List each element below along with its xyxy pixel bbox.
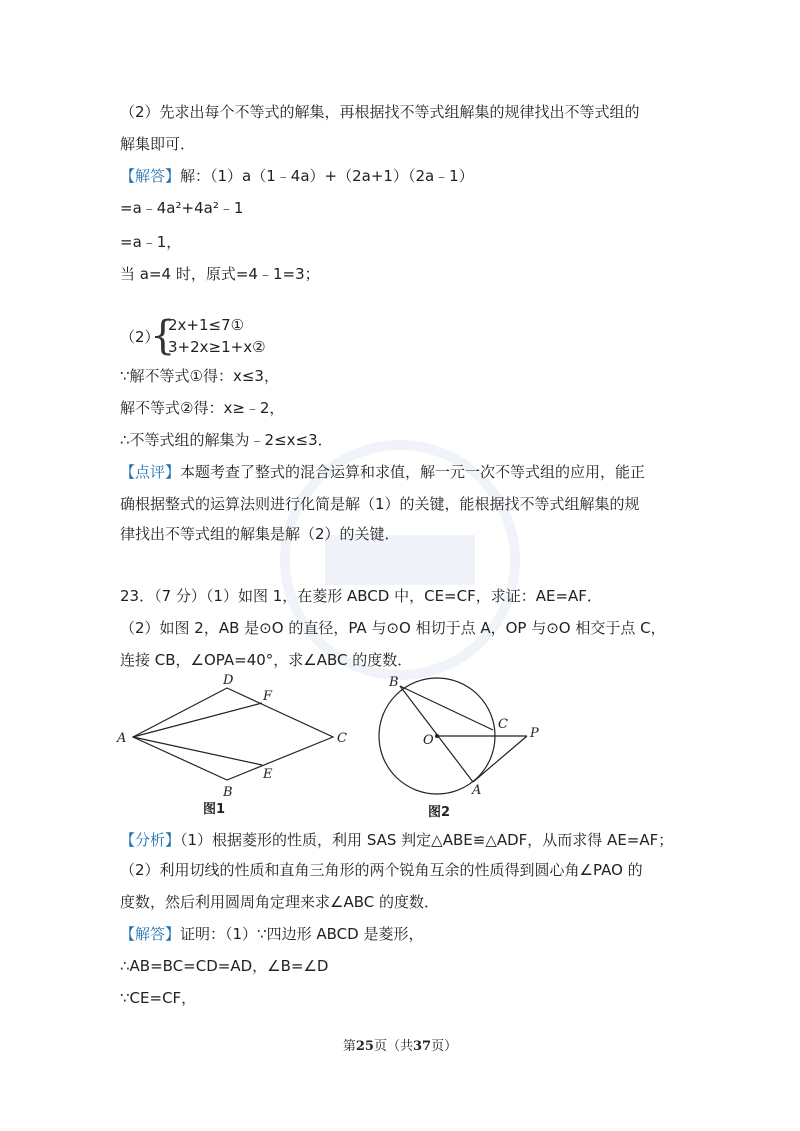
text-line: （2）利用切线的性质和直角三角形的两个锐角互余的性质得到圆心角∠PAO 的 (120, 861, 643, 879)
label-A: A (117, 731, 127, 746)
page-footer (0, 1035, 800, 1054)
text-line: ∴不等式组的解集为﹣2≤x≤3． (120, 431, 333, 449)
figure-rhombus (115, 670, 350, 815)
total-pages: 37 (413, 1039, 432, 1054)
text-line: 解不等式②得：x≥﹣2， (120, 399, 285, 417)
text-line: 连接 CB，∠OPA=40°，求∠ABC 的度数． (120, 651, 413, 669)
answer-line (120, 924, 423, 944)
analysis-line (120, 830, 673, 850)
label-E: E (263, 767, 273, 782)
label-B: B (223, 785, 233, 800)
text-line: （2）先求出每个不等式的解集，再根据找不等式组解集的规律找出不等式组的 (120, 103, 640, 121)
text-line: （1）根据菱形的性质，利用 SAS 判定△ABE≌△ADF，从而求得 AE=AF； (180, 831, 674, 849)
label-C: C (337, 731, 347, 746)
label-B: B (389, 675, 399, 690)
answer-tag: 【解答】 (120, 925, 181, 943)
comment-line (120, 462, 645, 482)
text-line: 证明：（1）∵四边形 ABCD 是菱形， (180, 925, 424, 943)
answer-line (120, 166, 474, 186)
label-A: A (472, 783, 482, 798)
answer-tag: 【解答】 (120, 167, 181, 185)
text-line: 确根据整式的运算法则进行化简是解（1）的关键，能根据找不等式组解集的规 (120, 495, 640, 513)
label-C: C (498, 717, 508, 732)
footer-prefix: 第 (342, 1039, 356, 1054)
footer-suffix: 页） (431, 1039, 458, 1054)
text-line: =a﹣4a²+4a²﹣1 (120, 199, 244, 217)
figure1-caption: 图1 (203, 802, 226, 817)
text-line: 当 a=4 时，原式=4﹣1=3； (120, 265, 320, 283)
text-line: 度数，然后利用圆周角定理来求∠ABC 的度数． (120, 893, 439, 911)
text-line: 律找出不等式组的解集是解（2）的关键． (120, 525, 400, 543)
figure-circle (375, 668, 550, 808)
figure2-caption: 图2 (428, 805, 451, 820)
system-label: （2） (120, 328, 160, 346)
system-eq2: 3+2x≥1+x② (168, 338, 266, 356)
text-line: 本题考查了整式的混合运算和求值，解一元一次不等式组的应用，能正 (180, 463, 646, 481)
brace-icon: { (150, 313, 176, 359)
question-title: 23．（7 分）（1）如图 1，在菱形 ABCD 中，CE=CF，求证：AE=AF． (120, 587, 602, 605)
label-D: D (223, 673, 234, 688)
text-line: ∴AB=BC=CD=AD，∠B=∠D (120, 957, 329, 975)
text-line: 解集即可． (120, 135, 196, 153)
text-line: 解：（1）a（1﹣4a）+（2a+1）（2a﹣1） (180, 167, 474, 185)
analysis-tag: 【分析】 (120, 831, 181, 849)
text-line: （2）如图 2，AB 是⊙O 的直径，PA 与⊙O 相切于点 A，OP 与⊙O 相交于点 C， (120, 619, 666, 637)
label-F: F (263, 689, 273, 704)
inequality-system (120, 314, 320, 358)
footer-mid: 页（共 (373, 1039, 413, 1054)
system-eq1: 2x+1≤7① (168, 316, 245, 334)
text-line: ∵CE=CF， (120, 989, 197, 1007)
text-line: =a﹣1， (120, 233, 182, 251)
text-line: ∵解不等式①得：x≤3， (120, 367, 279, 385)
label-P: P (530, 726, 539, 741)
page-number: 25 (355, 1039, 374, 1054)
comment-tag: 【点评】 (120, 463, 181, 481)
label-O: O (423, 733, 434, 748)
